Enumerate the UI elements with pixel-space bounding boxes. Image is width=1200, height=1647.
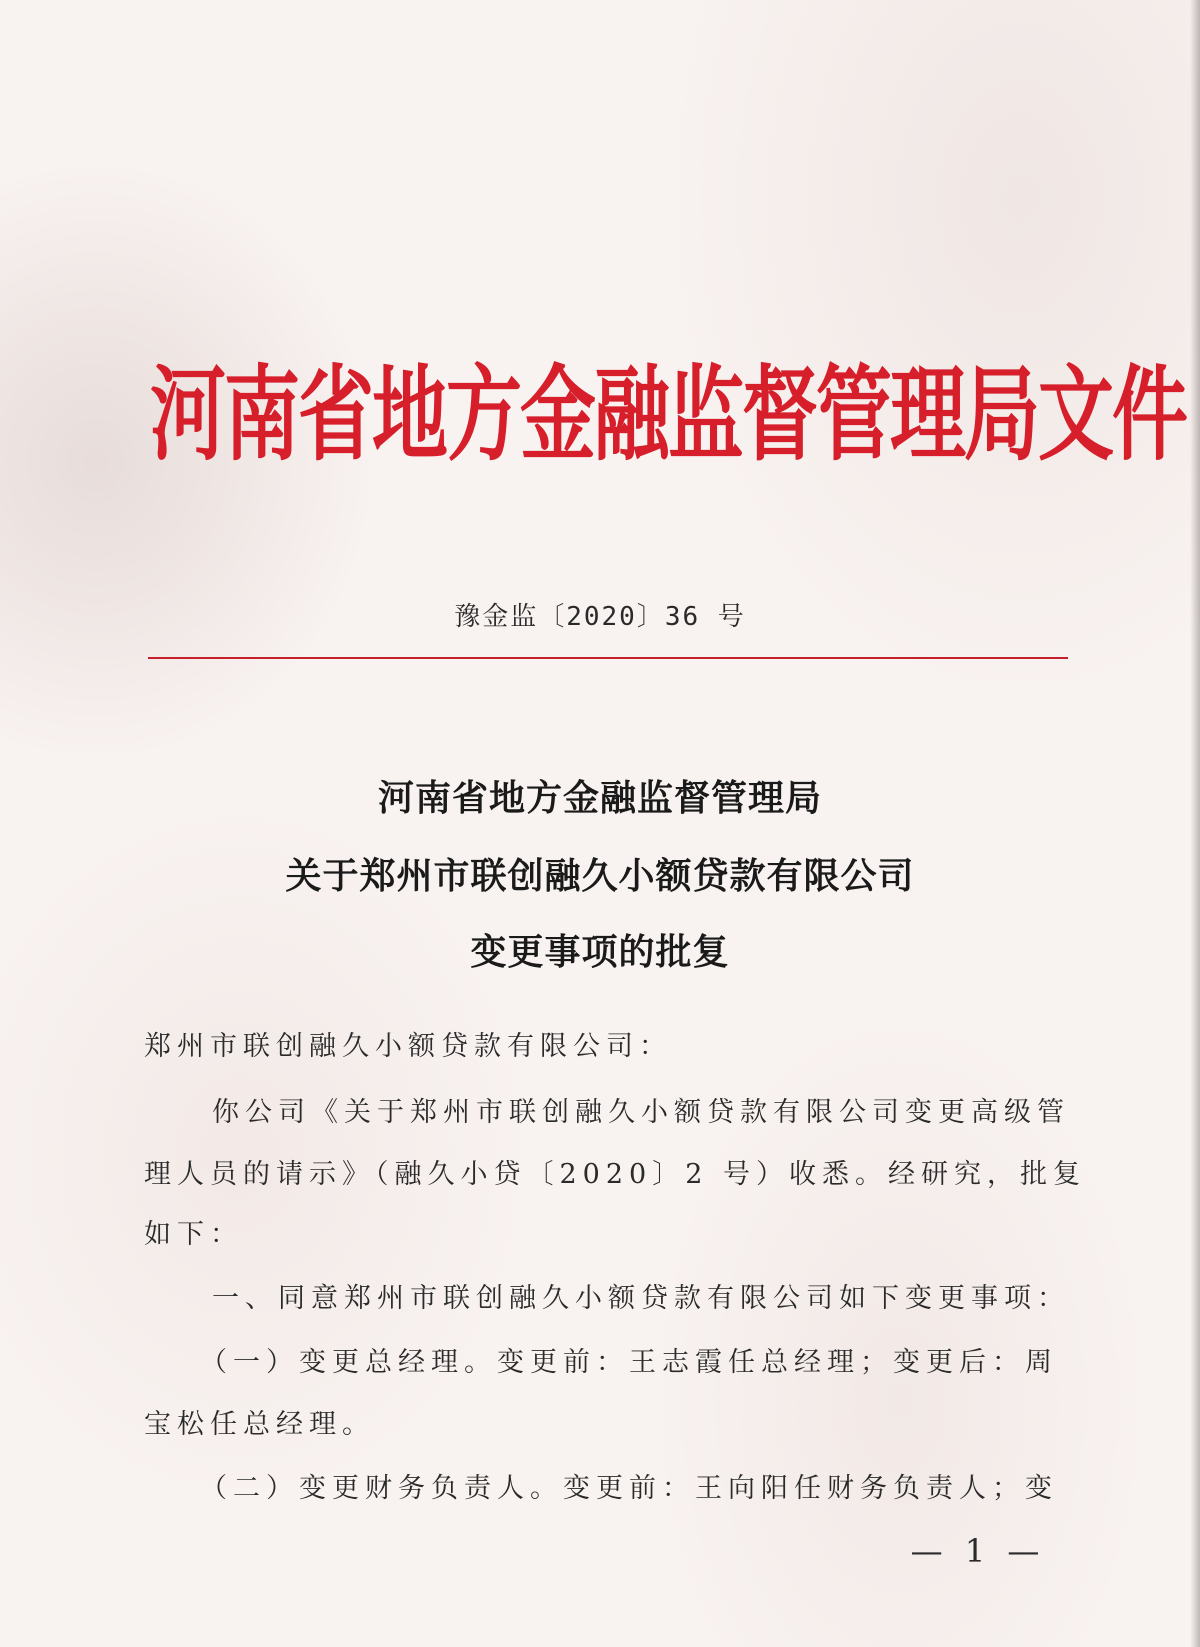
subject-line-2: 关于郑州市联创融久小额贷款有限公司: [285, 856, 915, 897]
red-separator-line: [148, 657, 1068, 659]
body-paragraph-1-line-1: 你公司《关于郑州市联创融久小额贷款有限公司变更高级管: [212, 1097, 1070, 1128]
body-paragraph-4: （二）变更财务负责人。变更前：王向阳任财务负责人；变: [200, 1473, 1058, 1504]
document-header-title: 河南省地方金融监督管理局文件: [150, 354, 1186, 475]
subject-line-3: 变更事项的批复: [470, 932, 730, 973]
addressee: 郑州市联创融久小额贷款有限公司：: [144, 1031, 672, 1062]
body-paragraph-1-line-3: 如下：: [144, 1219, 243, 1250]
page-edge-shadow: [1190, 0, 1200, 1647]
body-paragraph-1-line-2: 理人员的请示》（融久小贷〔2020〕2 号）收悉。经研究，批复: [144, 1159, 1086, 1190]
page-number: — 1 —: [910, 1532, 1046, 1570]
body-paragraph-2: 一、同意郑州市联创融久小额贷款有限公司如下变更事项：: [212, 1283, 1070, 1314]
body-paragraph-3-line-2: 宝松任总经理。: [144, 1409, 375, 1440]
subject-line-1: 河南省地方金融监督管理局: [377, 778, 822, 819]
document-number: 豫金监〔2020〕36 号: [454, 602, 746, 632]
body-paragraph-3-line-1: （一）变更总经理。变更前：王志霞任总经理；变更后：周: [200, 1347, 1058, 1378]
